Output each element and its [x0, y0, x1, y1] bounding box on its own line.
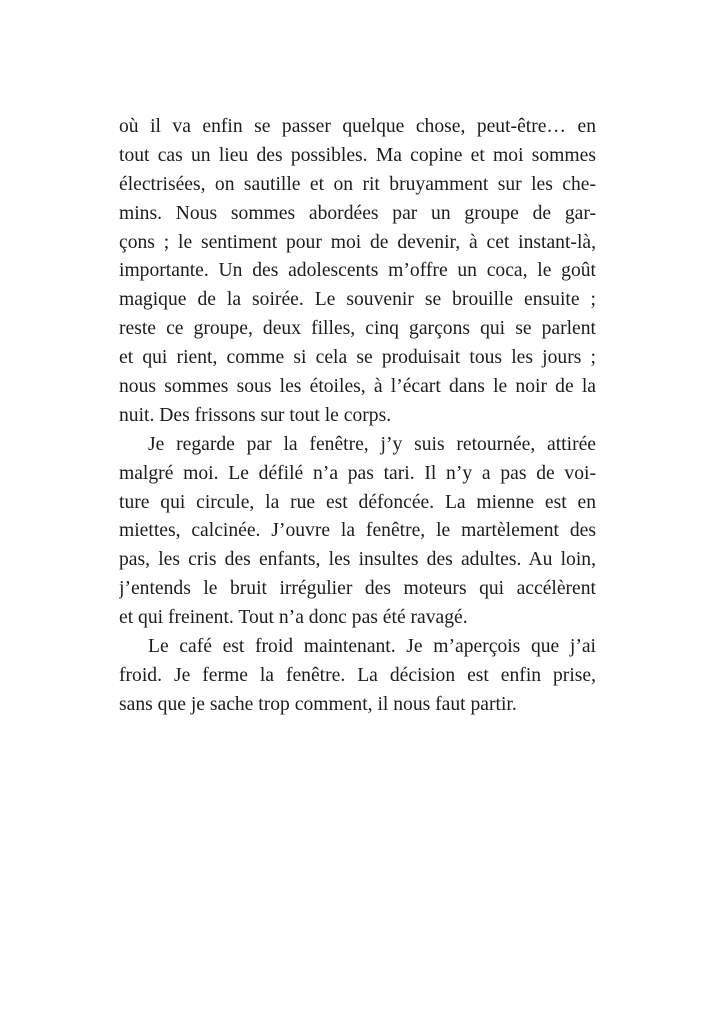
text-line: çons ; le sentiment pour moi de devenir, à cet instant-là,	[119, 231, 596, 253]
body-text	[119, 113, 596, 720]
text-line: ture qui circule, la rue est défoncée. La mienne est en	[119, 491, 596, 513]
text-line: tout cas un lieu des possibles. Ma copine et moi sommes	[119, 144, 596, 166]
paragraph-end-line: et qui freinent. Tout n’a donc pas été ravagé.	[119, 607, 468, 629]
paragraph-end-line: sans que je sache trop comment, il nous faut partir.	[119, 693, 517, 715]
text-line: électrisées, on sautille et on rit bruyamment sur les che-	[119, 173, 596, 195]
text-line: importante. Un des adolescents m’offre un coca, le goût	[119, 260, 596, 282]
text-line: nous sommes sous les étoiles, à l’écart dans le noir de la	[119, 376, 596, 398]
paragraph-first-line: Le café est froid maintenant. Je m’aperçois que j’ai	[148, 636, 596, 658]
paragraph-end-line: nuit. Des frissons sur tout le corps.	[119, 404, 392, 426]
text-line: et qui rient, comme si cela se produisait tous les jours ;	[119, 347, 596, 369]
text-line: où il va enfin se passer quelque chose, peut-être… en	[119, 116, 596, 137]
text-line: pas, les cris des enfants, les insultes des adultes. Au loin,	[119, 549, 596, 571]
text-line: magique de la soirée. Le souvenir se brouille ensuite ;	[119, 289, 596, 311]
text-line: j’entends le bruit irrégulier des moteurs qui accélèrent	[119, 578, 596, 600]
text-line: mins. Nous sommes abordées par un groupe de gar-	[119, 202, 596, 224]
text-line: reste ce groupe, deux filles, cinq garçons qui se parlent	[119, 318, 596, 340]
text-line: malgré moi. Le défilé n’a pas tari. Il n’y a pas de voi-	[119, 462, 596, 484]
paragraph-first-line: Je regarde par la fenêtre, j’y suis retournée, attirée	[148, 433, 596, 455]
text-line: miettes, calcinée. J’ouvre la fenêtre, le martèlement des	[119, 520, 596, 542]
text-line: froid. Je ferme la fenêtre. La décision est enfin prise,	[119, 664, 596, 686]
